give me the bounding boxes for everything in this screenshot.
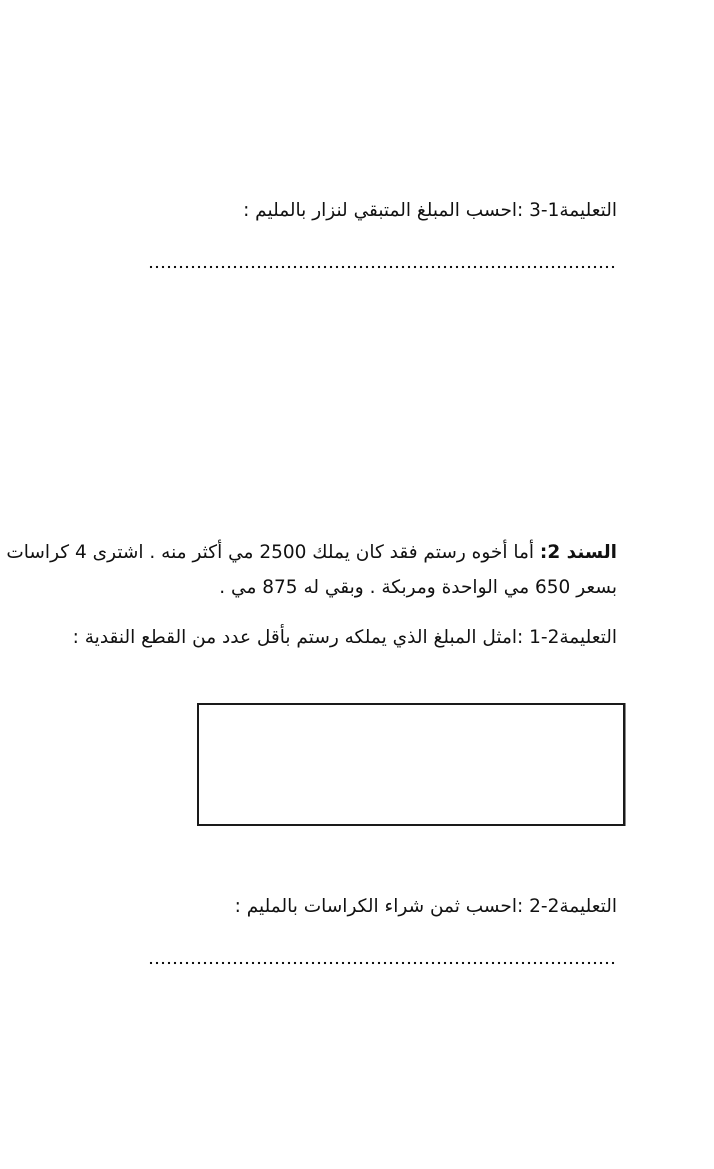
answer-line-2-2[interactable] — [148, 961, 615, 965]
instruction-3-1 — [243, 199, 617, 223]
answer-box-2-1[interactable] — [197, 703, 625, 826]
sanad-2-title: السند 2: — [539, 542, 617, 563]
instruction-2-2-text: :احسب ثمن شراء الكراسات بالمليم : — [234, 896, 530, 917]
instruction-2-1-text: :امثل المبلغ الذي يملكه رستم بأقل عدد من القطع النقدية : — [72, 627, 530, 648]
sanad-2-line-1 — [6, 541, 617, 565]
instruction-3-1-label: التعليمة1-3 — [529, 200, 617, 221]
instruction-2-1-label: التعليمة2-1 — [529, 627, 617, 648]
sanad-2-line-2 — [219, 576, 617, 600]
instruction-2-2 — [235, 895, 617, 919]
sanad-2-text-1: أما أخوه رستم فقد كان يملك 2500 مي أكثر منه . اشترى 4 كراسات — [6, 542, 540, 563]
instruction-2-2-label: التعليمة2-2 — [529, 896, 617, 917]
instruction-3-1-text: :احسب المبلغ المتبقي لنزار بالمليم : — [243, 200, 530, 221]
instruction-2-1 — [73, 626, 617, 650]
sanad-2-text-2: بسعر 650 مي الواحدة ومربكة . وبقي له 875 مي . — [219, 577, 617, 598]
answer-line-3-1[interactable] — [148, 265, 615, 269]
